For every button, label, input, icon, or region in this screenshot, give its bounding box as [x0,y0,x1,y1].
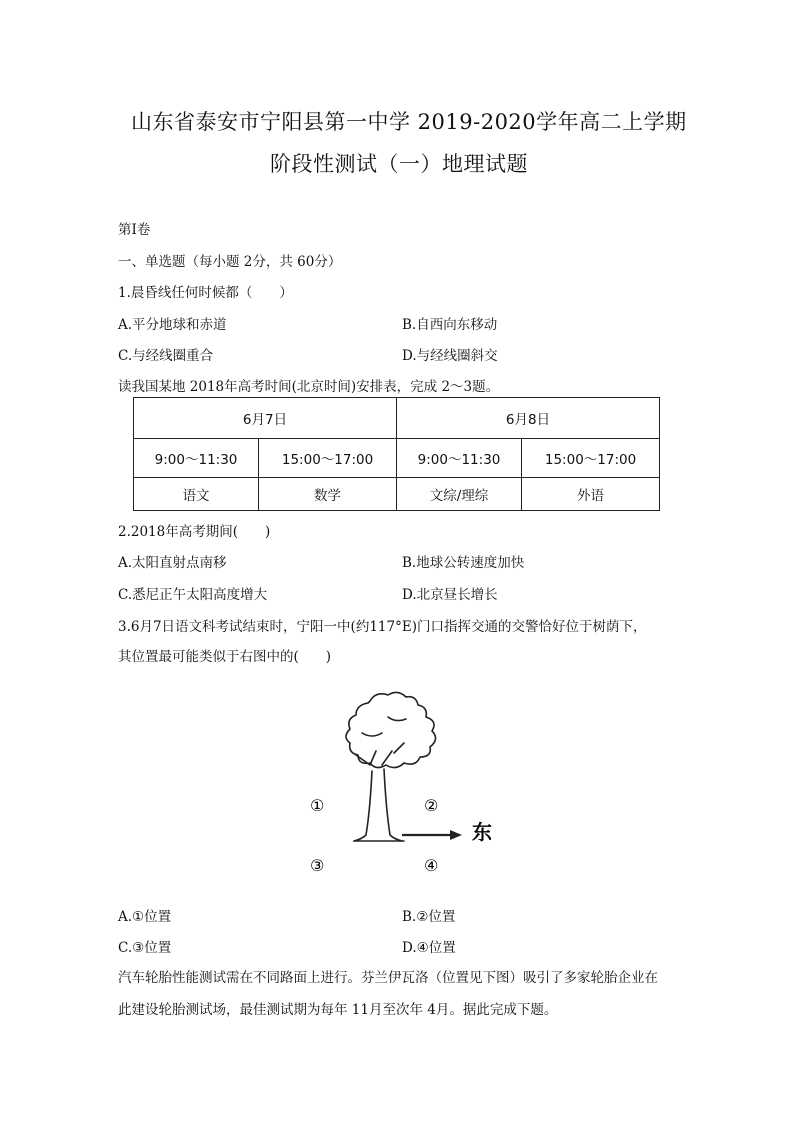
subject-cell: 外语 [522,478,660,511]
position-label-4: ④ [424,856,439,875]
subject-cell: 文综/理综 [396,478,521,511]
question-2-option-d: D.北京昼长增长 [402,587,498,603]
question-3-option-c: C.③位置 [118,940,172,956]
time-cell: 9:00～11:30 [396,439,521,478]
table-row [134,439,660,478]
east-direction-label: 东 [472,820,492,844]
passage-tire-testing-line-1: 汽车轮胎性能测试需在不同路面上进行。芬兰伊瓦洛（位置见下图）吸引了多家轮胎企业在 [118,970,658,986]
question-3-stem-line-2: 其位置最可能类似于右图中的( ) [118,649,332,665]
title-line-2: 阶段性测试（一）地理试题 [270,152,528,176]
exam-schedule-table [133,397,660,511]
volume-label: 第Ⅰ卷 [118,222,151,238]
section-heading: 一、单选题（每小题 2分，共 60分） [118,254,342,270]
tree-shadow-figure [300,685,520,875]
question-3-option-a: A.①位置 [118,909,172,925]
time-cell: 15:00～17:00 [522,439,660,478]
question-3-option-d: D.④位置 [402,940,456,956]
position-label-3: ③ [310,856,325,875]
passage-schedule-intro: 读我国某地 2018年高考时间(北京时间)安排表，完成 2～3题。 [118,379,500,395]
day-header-2: 6月8日 [396,398,659,439]
subject-cell: 语文 [134,478,259,511]
subject-cell: 数学 [259,478,397,511]
question-1-option-c: C.与经线圈重合 [118,348,214,364]
table-row [134,478,660,511]
position-label-1: ① [310,796,325,815]
question-1-option-a: A.平分地球和赤道 [118,317,227,333]
table-row [134,398,660,439]
question-2-option-c: C.悉尼正午太阳高度增大 [118,587,268,603]
time-cell: 15:00～17:00 [259,439,397,478]
day-header-1: 6月7日 [134,398,397,439]
question-2-stem: 2.2018年高考期间( ) [118,524,271,540]
question-1-option-d: D.与经线圈斜交 [402,348,498,364]
time-cell: 9:00～11:30 [134,439,259,478]
question-1-stem: 1.晨昏线任何时候都（ ） [118,285,293,301]
passage-tire-testing-line-2: 此建设轮胎测试场，最佳测试期为每年 11月至次年 4月。据此完成下题。 [118,1002,558,1018]
position-label-2: ② [424,796,439,815]
question-2-option-b: B.地球公转速度加快 [402,555,525,571]
question-1-option-b: B.自西向东移动 [402,317,498,333]
tree-icon [346,692,439,841]
east-arrow-icon [402,830,462,840]
question-2-option-a: A.太阳直射点南移 [118,555,227,571]
title-line-1: 山东省泰安市宁阳县第一中学 2019-2020学年高二上学期 [131,110,687,134]
tree-diagram [300,685,520,875]
question-3-option-b: B.②位置 [402,909,456,925]
question-3-stem-line-1: 3.6月7日语文科考试结束时，宁阳一中(约117°E)门口指挥交通的交警恰好位于树荫下， [118,619,647,635]
